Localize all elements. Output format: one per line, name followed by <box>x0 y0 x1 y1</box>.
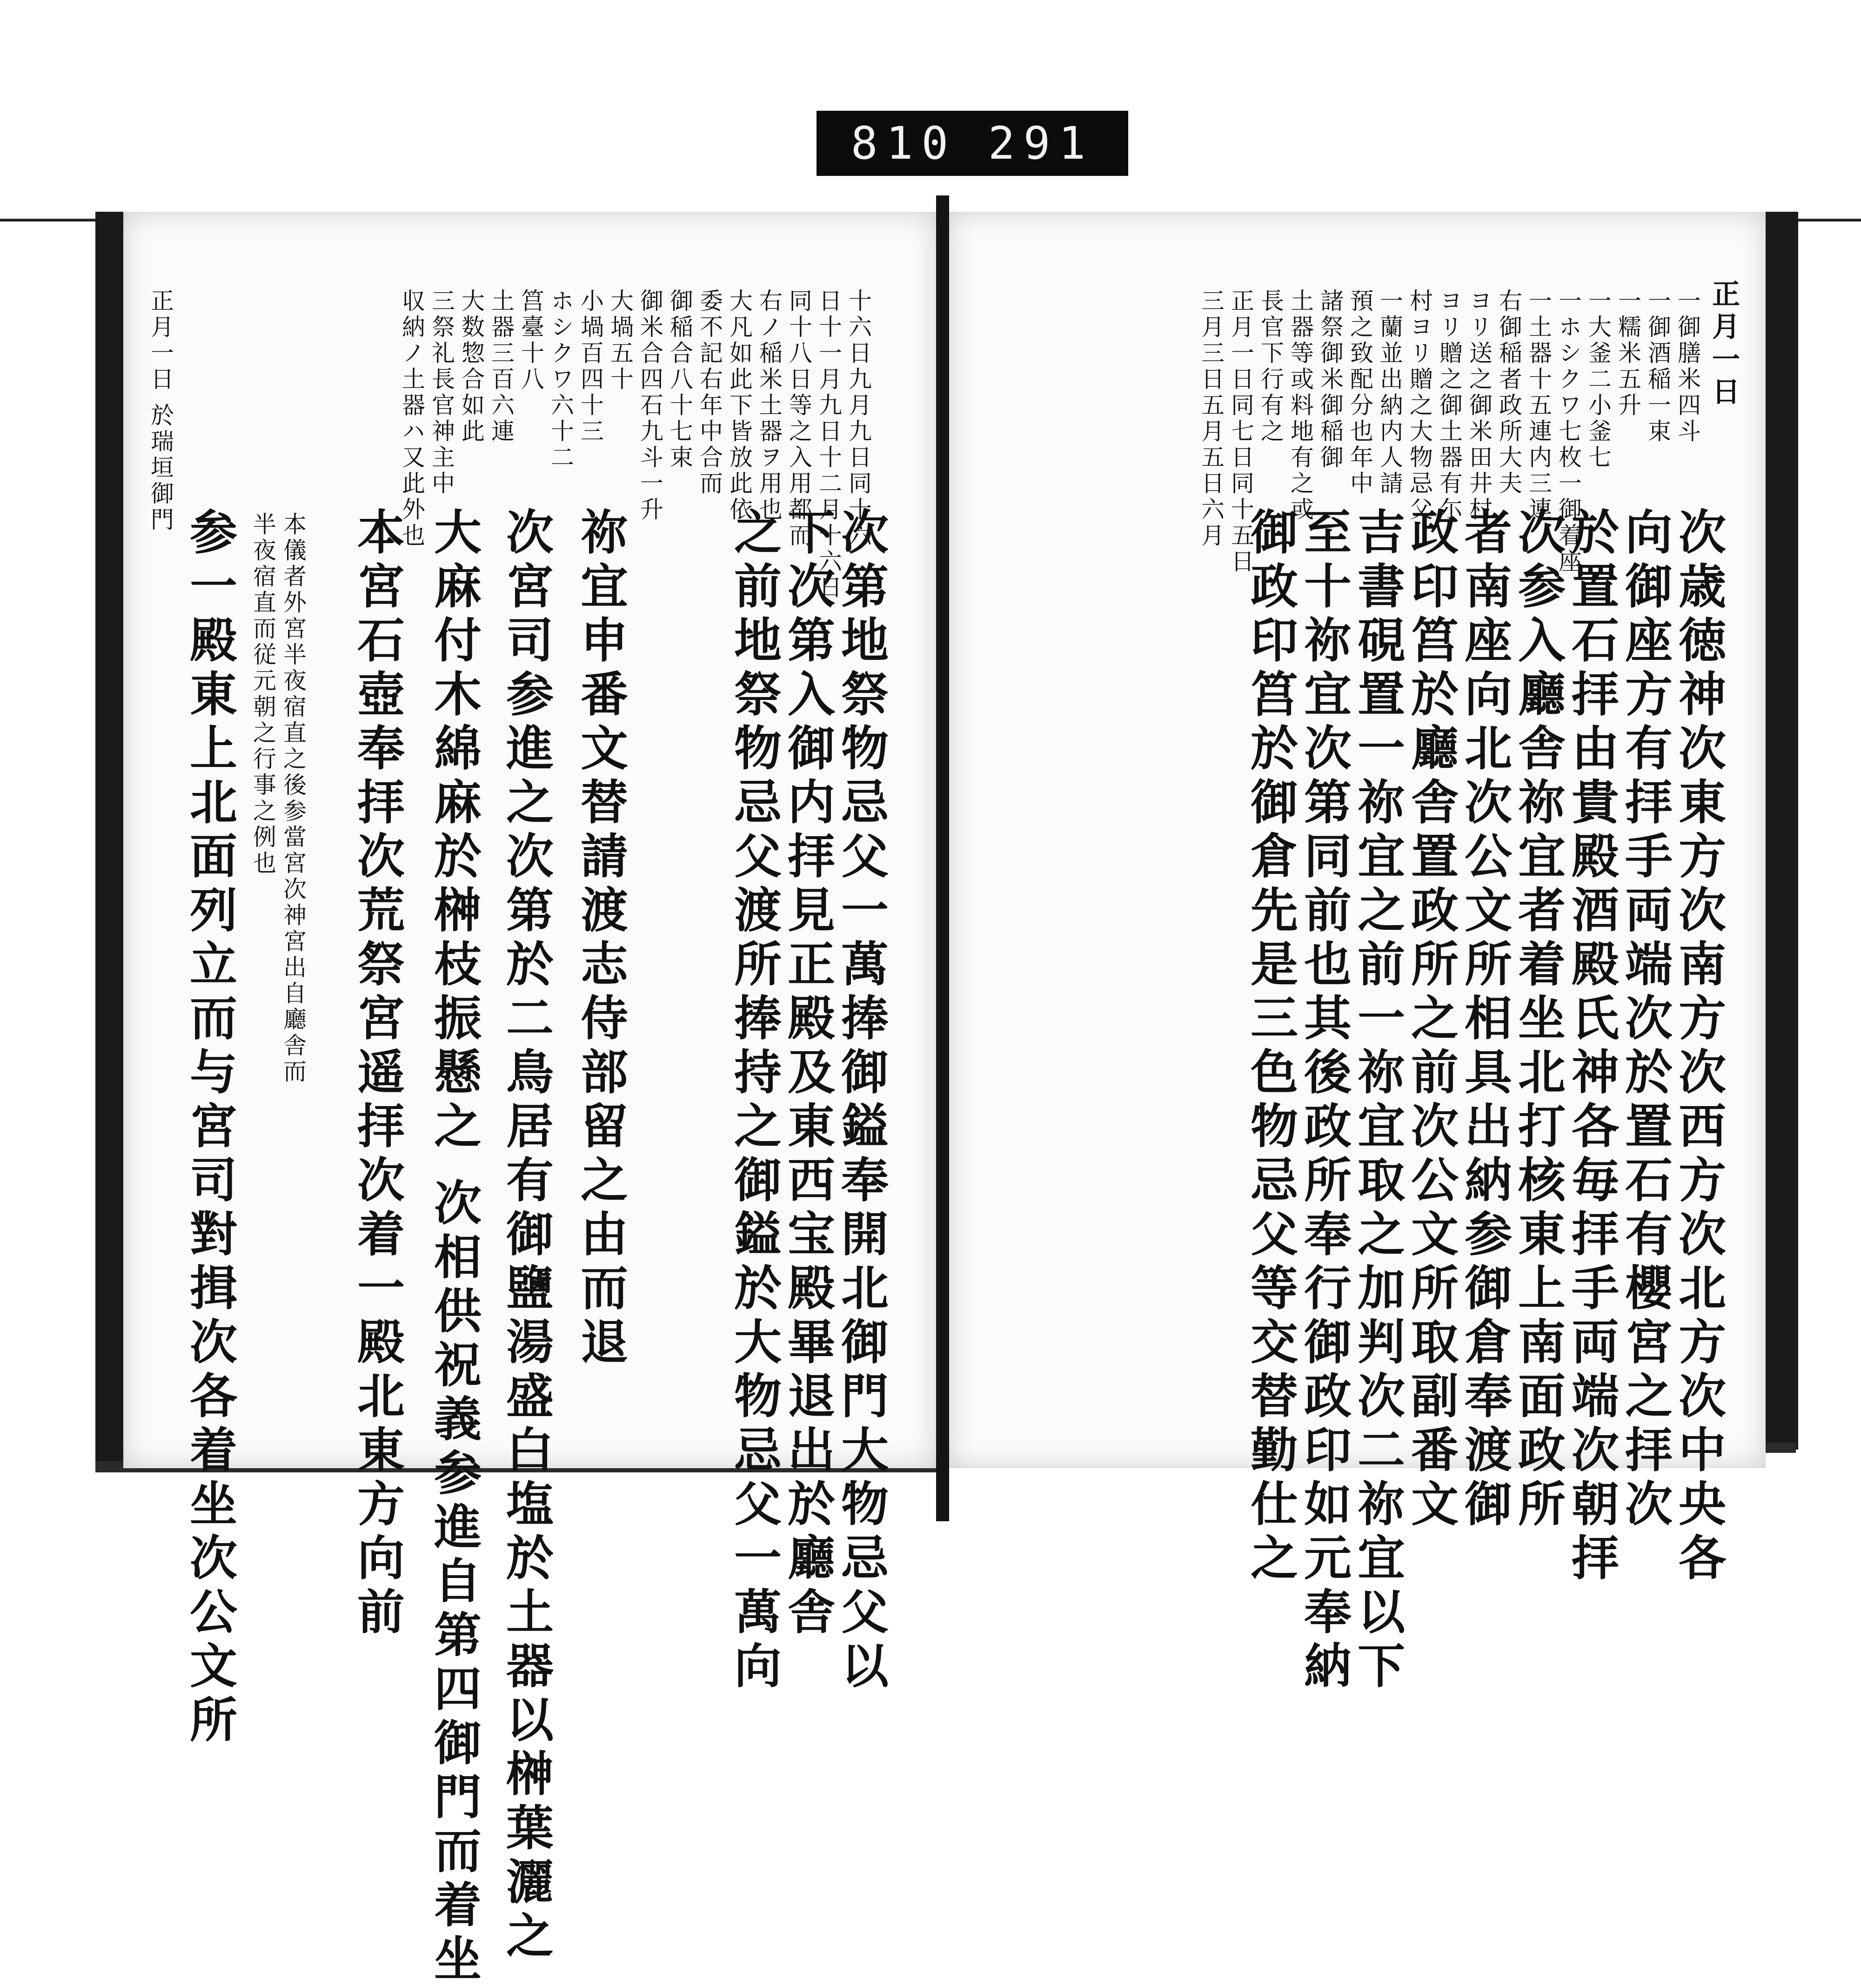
left-note-10: ホシクワ六十二 <box>547 289 574 471</box>
left-note-2: 同十八日等之入用都而 <box>785 289 812 549</box>
book-cover-edge-right <box>1766 212 1798 1450</box>
right-note-1: 一御酒稲一束 <box>1644 289 1671 445</box>
catalog-number-label <box>817 111 1128 176</box>
left-note-8: 大堝五十 <box>607 289 634 393</box>
left-note-7: 御米合四石九斗一升 <box>636 289 663 523</box>
left-col-3: 祢宜申番文替請渡志侍部留之由而退 <box>573 507 629 1371</box>
right-col-6: 吉書硯置一祢宜之前一祢宜取之加判次二祢宜以下 <box>1350 507 1406 1695</box>
left-col-0: 次第地祭物忌父一萬捧御鎰奉開北御門大物忌父以 <box>833 507 889 1695</box>
right-note-5: 一土器十五連内三連 <box>1525 289 1552 523</box>
left-col-1: 下次第入御内拝見正殿及東西宝殿畢退出於廳舎 <box>780 507 836 1641</box>
left-col-5: 大麻付木綿麻於榊枝振懸之 次相供祝義参進自第四御門而着坐 <box>426 507 482 1988</box>
left-col-8: 半夜宿直而従元朝之行事之例也 <box>249 512 276 877</box>
right-col-2: 於置石拝由貴殿酒殿氏神各毎拝手両端次朝拝 <box>1564 507 1620 1587</box>
right-note-3: 一大釜二小釜七 <box>1585 289 1612 471</box>
right-col-0: 次歳徳神次東方次南方次西方次北方次中央各 <box>1671 507 1727 1587</box>
catalog-number-right: 291 <box>988 117 1094 169</box>
left-note-1: 日十一月九日十二月十六日 <box>815 289 842 601</box>
left-note-6: 御稲合八十七束 <box>666 289 693 471</box>
left-note-4: 大凡如此下皆放此依 <box>726 289 753 523</box>
right-note-16: 三月三日五月五日六月 <box>1198 289 1225 549</box>
right-page-header: 正月一日 <box>1707 279 1740 410</box>
right-note-14: 長官下行有之 <box>1257 289 1284 445</box>
left-note-15: 収納ノ土器ハ又此外也 <box>398 289 425 549</box>
right-note-13: 土器等或料地有之或 <box>1287 289 1314 523</box>
right-note-4: 一ホシクワ七枚一御着座 <box>1555 289 1582 575</box>
right-note-15: 正月一日同七日同十五日 <box>1227 289 1254 575</box>
right-col-4: 者南座向北次公文所相具出納参御倉奉渡御 <box>1457 507 1513 1533</box>
right-col-8: 御政印筥於御倉先是三色物忌父等交替勤仕之 <box>1243 507 1299 1587</box>
left-note-3: 右ノ稲米土器ヲ用也 <box>756 289 783 523</box>
left-note-14: 三祭礼長官神主中 <box>428 289 455 497</box>
left-note-13: 大数惣合如此 <box>458 289 485 445</box>
left-col-7: 本儀者外宮半夜宿直之後参當宮次神宮出自廳舎而 <box>280 512 307 1085</box>
right-note-8: ヨリ贈之御土器有尓 <box>1436 289 1463 523</box>
book-gutter <box>936 195 949 1521</box>
right-note-9: 村ヨリ贈之大物忌父 <box>1406 289 1433 523</box>
right-col-7: 至十祢宜次第同前也其後政所奉行御政印如元奉納 <box>1296 507 1352 1695</box>
left-note-9: 小堝百四十三 <box>577 289 604 445</box>
left-col-4: 次宮司参進之次第於二鳥居有御鹽湯盛白塩於土器以榊葉灑之 <box>498 507 554 1965</box>
book-cover-edge-left <box>95 212 123 1468</box>
left-note-11: 筥臺十八 <box>517 289 544 393</box>
catalog-number-left: 810 <box>850 117 957 169</box>
right-col-5: 政印筥於廳舎置政所之前次公文所取副番文 <box>1403 507 1459 1533</box>
left-note-0: 十六日九月九日同十六 <box>845 289 872 549</box>
left-col-6: 本宮石壺奉拝次荒祭宮遥拝次着一殿北東方向前 <box>349 507 405 1641</box>
right-note-12: 諸祭御米御稲御 <box>1317 289 1344 471</box>
right-note-0: 一御膳米四斗 <box>1674 289 1701 445</box>
left-col-2: 之前地祭物忌父渡所捧持之御鎰於大物忌父一萬向 <box>726 507 782 1695</box>
right-col-1: 向御座方有拝手両端次於置石有櫻宮之拝次 <box>1617 507 1673 1533</box>
right-col-3: 次参入廳舎祢宜者着坐北打核東上南面政所 <box>1510 507 1566 1533</box>
right-note-11: 預之致配分也年中 <box>1346 289 1373 497</box>
right-note-6: 右御稲者政所大夫 <box>1495 289 1522 497</box>
left-note-12: 土器三百六連 <box>488 289 515 445</box>
right-note-2: 一糯米五升 <box>1614 289 1641 419</box>
left-note-5: 委不記右年中合而 <box>696 289 723 497</box>
right-note-10: 一蘭並出納内人請 <box>1376 289 1403 497</box>
left-col-9: 参一殿東上北面列立而与宮司對揖次各着坐次公文所 <box>182 507 238 1749</box>
right-note-7: ヨリ送之御米田井村 <box>1466 289 1493 523</box>
left-note-16: 正月一日 於瑞垣御門 <box>147 289 174 533</box>
